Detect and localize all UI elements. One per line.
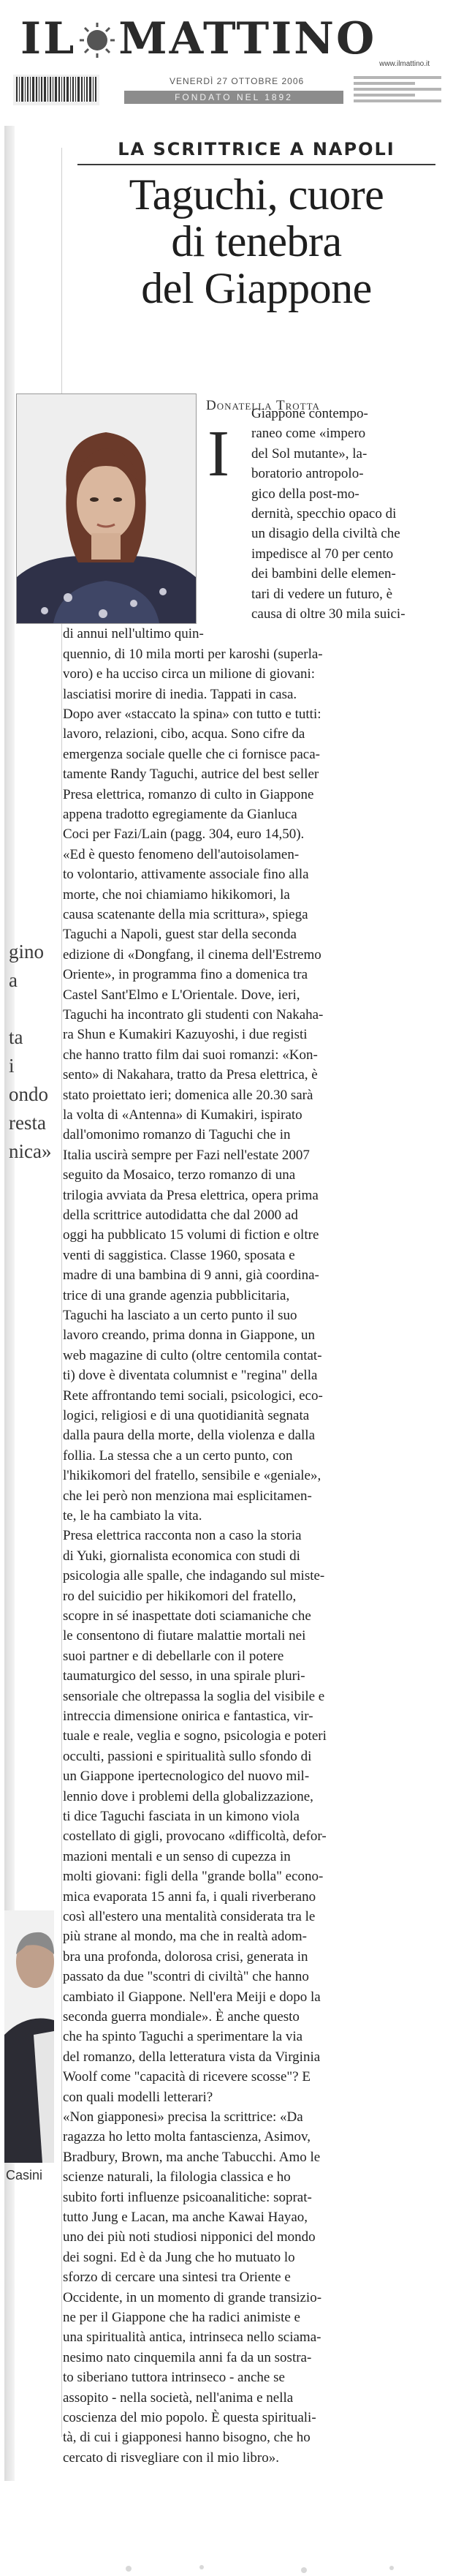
body-line: ti) dove è diventata columnist e "regina" della	[63, 1368, 318, 1383]
body-line: seguito da Mosaico, terzo romanzo di una	[63, 1167, 296, 1183]
body-line: occulti, passioni e spiritualità sullo sfondo di	[63, 1749, 312, 1764]
body-line: Woolf come "capacità di ricevere scosse"? E	[63, 2069, 311, 2084]
body-line: web magazine di culto (oltre centomila contat-	[63, 1348, 322, 1363]
headline-line: del Giappone	[141, 264, 372, 312]
body-line: sento» di Nakahara, tratto da Presa elettrica, è	[63, 1067, 318, 1082]
body-line: oggi ha pubblicato 15 volumi di fiction e oltre	[63, 1227, 319, 1243]
headline-line: di tenebra	[171, 217, 342, 265]
body-line: lavoro, relazioni, cibo, acqua. Sono cifre da	[63, 726, 305, 742]
body-line: Oriente», in programma fino a domenica tra	[63, 967, 308, 982]
body-line: boratorio antropolo-	[251, 466, 364, 481]
body-line: del Sol mutante», la-	[251, 446, 368, 462]
body-line: più strane al mondo, ma che in realtà adom-	[63, 1929, 307, 1944]
body-line: cambiato il Giappone. Nell'era Meiji e dopo la	[63, 1989, 321, 2005]
body-line: tuale e reale, veglia e sogno, psicologia e poteri	[63, 1728, 327, 1744]
body-line: ne per il Giappone che ha radici animiste e	[63, 2310, 300, 2325]
body-line: lasciatisi morire di inedia. Tappati in casa.	[63, 687, 297, 702]
body-line: della scrittrice autodidatta che dal 2000 ad	[63, 1208, 298, 1223]
body-line: Presa elettrica racconta non a caso la storia	[63, 1528, 302, 1543]
fragment-line: ta	[9, 1026, 23, 1048]
sun-emblem-icon	[76, 21, 118, 58]
body-line: cercato di risvegliare con il mio libro».	[63, 2450, 279, 2466]
fragment-line: ondo	[9, 1083, 48, 1105]
masthead-date: VENERDÌ 27 OTTOBRE 2006	[170, 76, 305, 86]
body-line: un Giappone ipertecnologico del nuovo mil-	[63, 1769, 310, 1784]
body-line: del romanzo, della letteratura vista da Virginia	[63, 2049, 321, 2065]
body-line: to siberiano tuttora intrinseco - anche se	[63, 2370, 285, 2385]
body-line: che lei però non menziona mai esplicitamen-	[63, 1488, 312, 1504]
body-line: sforzo di cercare una sintesi tra Oriente e	[63, 2270, 291, 2285]
body-line: l'hikikomori del fratello, sensibile e «geniale»,	[63, 1468, 321, 1483]
fragment-line: resta	[9, 1112, 46, 1134]
body-line: lennio dove i problemi della globalizzazione,	[63, 1789, 313, 1804]
body-line: la volta di «Antenna» di Kumakiri, ispirato	[63, 1107, 302, 1123]
body-line: ti dice Taguchi fasciata in un kimono viola	[63, 1809, 300, 1824]
body-line: lavoro creando, prima donna in Giappone, un	[63, 1327, 316, 1343]
body-line: trilogia avviata da Presa elettrica, opera prima	[63, 1188, 319, 1203]
masthead-fineprint	[354, 73, 441, 105]
body-line: Occidente, in un momento di grande transizio-	[63, 2290, 322, 2305]
body-line: ra Shun e Kumakiri Kazuyoshi, i due registi	[63, 1027, 308, 1042]
neighbor-photo-caption: Casini	[6, 2168, 43, 2183]
body-line: coscienza del mio popolo. È questa spirituali-	[63, 2410, 316, 2425]
body-line: appena tradotto egregiamente da Gianluca	[63, 807, 297, 822]
body-line: taumaturgico del sesso, in una spirale pluri-	[63, 1668, 305, 1684]
body-line: con quali modelli letterari?	[63, 2090, 213, 2105]
fragment-line: nica»	[9, 1140, 52, 1162]
body-line: di annui nell'ultimo quin-	[63, 626, 204, 641]
body-line: suoi partner e di debellarle con il potere	[63, 1649, 284, 1664]
body-line: te, le ha cambiato la vita.	[63, 1508, 202, 1524]
headline-line: Taguchi, cuore	[129, 170, 384, 219]
body-line: trice di una grande agenzia pubblicitaria,	[63, 1288, 290, 1303]
body-line: ragazza ho letto molta fantascienza, Asimov,	[63, 2129, 311, 2144]
body-line: mazioni mentali e un senso di cupezza in	[63, 1849, 291, 1864]
body-line: di Yuki, giornalista economica con studi di	[63, 1548, 300, 1564]
kicker-rule	[77, 164, 435, 165]
body-line: le consentono di fiutare malattie mortali nei	[63, 1628, 306, 1643]
title-part: IL	[20, 13, 77, 64]
body-line: dernità, specchio opaco di	[251, 506, 397, 521]
fragment-line: a	[9, 969, 18, 991]
body-line: molti giovani: figli della "grande bolla" econo-	[63, 1869, 324, 1884]
body-line: madre di una bambina di 9 anni, già coordina-	[63, 1268, 319, 1283]
body-line: nesimo nato cinquemila anni fa da un sostra-	[63, 2350, 312, 2365]
body-line: stato proiettato ieri; domenica alle 20.30 sarà	[63, 1088, 313, 1103]
body-line: dall'omonimo romanzo di Taguchi che in	[63, 1127, 291, 1142]
barcode-icon	[13, 75, 99, 105]
body-line: to volontario, attivamente associale fino alla	[63, 867, 309, 882]
body-line: bra una profonda, dolorosa crisi, generata in	[63, 1949, 308, 1965]
body-line: causa scatenante della mia scrittura», spiega	[63, 907, 308, 922]
body-line: dei bambini delle elemen-	[251, 566, 396, 581]
body-line: sensoriale che oltrepassa la soglia del visibile e	[63, 1689, 325, 1704]
article-kicker: LA SCRITTRICE A NAPOLI	[118, 139, 395, 159]
title-part: MATTINO	[118, 13, 377, 64]
body-line: psicologia alle spalle, che indagando sul miste-	[63, 1568, 325, 1583]
body-line: «Ed è questo fenomeno dell'autoisolamen-	[63, 847, 300, 862]
body-line: scienze naturali, la filologia classica e ho	[63, 2169, 291, 2185]
article-clipping	[4, 126, 447, 2481]
body-line: seconda guerra mondiale». È anche questo	[63, 2009, 300, 2025]
body-line: morte, che noi chiamiamo hikikomori, la	[63, 887, 290, 903]
body-line: follia. La stessa che a un certo punto, con	[63, 1448, 293, 1464]
body-line: edizione di «Dongfang, il cinema dell'Estremo	[63, 947, 321, 963]
body-line: Presa elettrica, romanzo di culto in Giappone	[63, 787, 314, 802]
neighbor-article-fragment	[9, 938, 60, 1166]
article-headline	[77, 171, 435, 312]
body-line: mica evaporata 15 anni fa, i quali riverberano	[63, 1889, 316, 1905]
body-line: che hanno tratto film dai suoi romanzi: «Kon-	[63, 1047, 318, 1063]
body-line: scopre in sé inaspettate doti sciamaniche che	[63, 1608, 311, 1624]
body-line: emergenza sociale quelle che ci fornisce paca-	[63, 747, 321, 762]
body-line: intreccia dimensione onirica e fantastica, vir-	[63, 1709, 313, 1724]
body-line: assopito - nella società, nell'anima e nella	[63, 2390, 294, 2406]
body-line: Rete affrontando temi sociali, psicologici, eco-	[63, 1388, 323, 1404]
drop-cap: I	[208, 418, 229, 490]
body-line: così all'estero una mentalità considerata tra le	[63, 1909, 316, 1924]
page-smudges	[114, 2561, 421, 2576]
body-line: Giappone contempo-	[251, 406, 368, 421]
body-line: costellato di gigli, provocano «difficoltà, defor-	[63, 1829, 327, 1844]
body-line: tamente Randy Taguchi, autrice del best seller	[63, 767, 319, 782]
body-line: Castel Sant'Elmo e L'Orientale. Dove, ieri,	[63, 987, 300, 1003]
fragment-line: gino	[9, 941, 45, 963]
masthead-founded: FONDATO NEL 1892	[124, 91, 343, 104]
body-line: tutto Jung e Lacan, ma anche Kawai Hayao,	[63, 2210, 308, 2225]
body-line: gico della post-mo-	[251, 486, 359, 502]
body-line: Taguchi a Napoli, guest star della seconda	[63, 927, 297, 942]
body-line: ro del suicidio per hikikomori del fratello,	[63, 1589, 297, 1604]
body-line: dei sogni. Ed è da Jung che ho mutuato lo	[63, 2250, 295, 2265]
body-line: raneo come «impero	[251, 426, 366, 441]
fragment-line: i	[9, 1055, 15, 1077]
body-line: subito forti influenze psicoanalitiche: soprat-	[63, 2190, 312, 2205]
masthead	[10, 9, 443, 111]
neighbor-photo	[4, 1910, 54, 2163]
masthead-website: www.ilmattino.it	[379, 60, 430, 68]
article-byline: Donatella Trotta	[206, 398, 320, 413]
body-line: che ha spinto Taguchi a sperimentare la via	[63, 2029, 303, 2044]
body-line: causa di oltre 30 mila suici-	[251, 606, 406, 622]
body-line: Bradbury, Brown, ma anche Tabucchi. Amo le	[63, 2150, 321, 2165]
author-photo	[16, 393, 197, 624]
newspaper-title	[20, 13, 386, 64]
fragment-line	[9, 995, 60, 1023]
body-line: quennio, di 10 mila morti per karoshi (superla-	[63, 647, 323, 662]
body-line: Taguchi ha incontrato gli studenti con Nakaha-	[63, 1007, 324, 1023]
body-line: «Non giapponesi» precisa la scrittrice: «Da	[63, 2109, 303, 2125]
body-line: venti di saggistica. Classe 1960, sposata e	[63, 1248, 295, 1263]
body-line: impedisce al 70 per cento	[251, 546, 394, 562]
body-line: un disagio della civiltà che	[251, 526, 400, 541]
body-line: Coci per Fazi/Lain (pagg. 304, euro 14,50).	[63, 826, 305, 842]
body-line: una spiritualità antica, intrinseca nello sciama-	[63, 2330, 321, 2345]
body-line: uno dei più noti studiosi nipponici del mondo	[63, 2229, 316, 2245]
body-line: voro) e ha ucciso circa un milione di giovani:	[63, 666, 316, 682]
body-line: Italia uscirà sempre per Fazi nell'estate 2007	[63, 1148, 310, 1163]
body-line: passato da due "scontri di civiltà" che hanno	[63, 1969, 309, 1984]
body-line: tà, di cui i giapponesi hanno bisogno, che ho	[63, 2430, 311, 2445]
body-line: Dopo aver «staccato la spina» con tutto e tutti:	[63, 707, 321, 722]
body-line: tari di vedere un futuro, è	[251, 587, 393, 602]
body-line: Taguchi ha lasciato a un certo punto il suo	[63, 1308, 297, 1323]
body-line: logici, religiosi e di una quotidianità segnata	[63, 1408, 310, 1423]
body-line: dalla paura della morte, della violenza e dalla	[63, 1428, 315, 1443]
